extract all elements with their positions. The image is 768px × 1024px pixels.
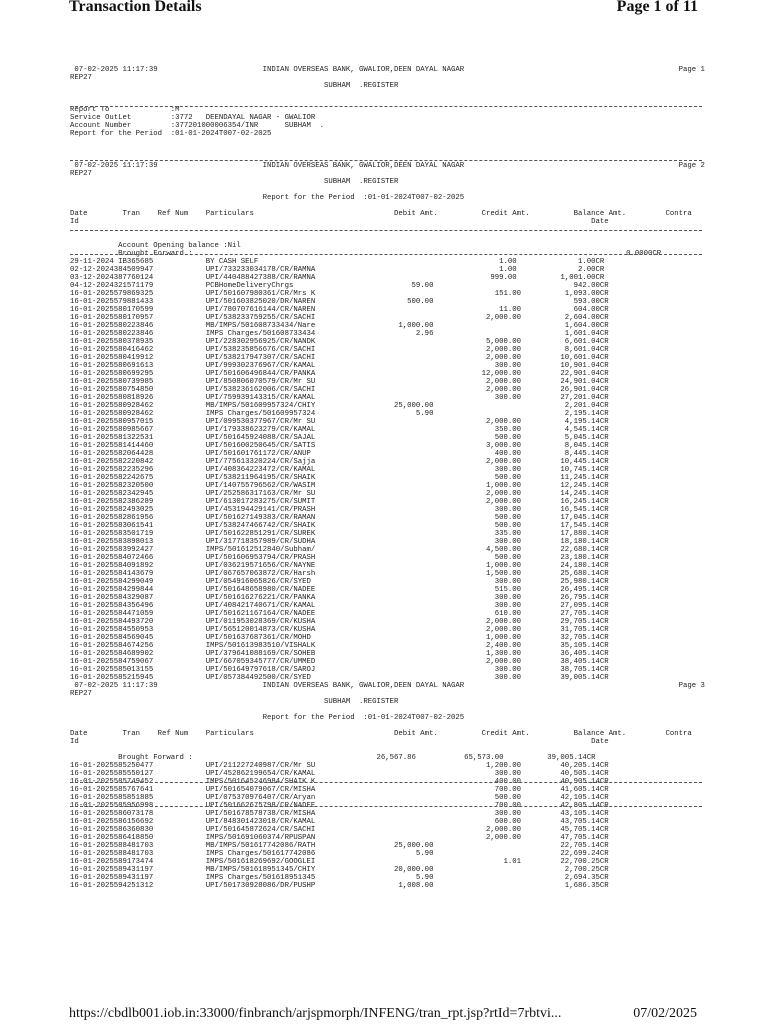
footer-url[interactable]: https://cbdlb001.iob.in:33000/finbranch/arjspmorph/INFENG/tran_rpt.jsp?rtId=7rbtvi...	[69, 1006, 562, 1021]
report-line: 16-01-2025594251312 UPI/501730928086/DR/PUSHP 1,008.00 1,686.35CR	[70, 882, 609, 890]
report-line: 16-01-2025580170957 UPI/538233759255/CR/SACHI 2,000.00 2,604.00CR	[70, 314, 609, 322]
report-line: 16-01-2025584072466 UPI/501606953794/CR/PRASH 500.00 23,180.14CR	[70, 554, 609, 562]
report-line: 16-01-2025582320500 UPI/140755796562/CR/WASIM 1,000.00 12,245.14CR	[70, 482, 609, 490]
report-line: 16-01-2025580985667 UPI/179338623279/CR/KAMAL 350.00 4,545.14CR	[70, 426, 609, 434]
report-line: 16-01-2025585956998 UPI/501662675798/CR/NADEE 700.00 42,805.14CR	[70, 802, 609, 810]
report-line: Account Opening balance :Nil	[70, 242, 241, 250]
report-line: 16-01-2025580170599 UPI/780707616144/CR/NAREN 11.00 604.00CR	[70, 306, 609, 314]
dashed-rule	[70, 230, 702, 231]
report-line: 16-01-2025582064428 UPI/501601761172/CR/ANUP 400.00 8,445.14CR	[70, 450, 609, 458]
report-line: 16-01-2025588481703 IMPS Charges/501617742086 5.90 22,699.24CR	[70, 850, 609, 858]
report-line: 07-02-2025 11:17:39 INDIAN OVERSEAS BANK, GWALIOR,DEEN DAYAL NAGAR Page 3	[70, 682, 705, 690]
report-line: 16-01-2025582342945 UPI/252586317163/CR/Mr SU 2,000.00 14,245.14CR	[70, 490, 609, 498]
report-line: 16-01-2025584471059 UPI/501621167164/CR/NADEE 610.00 27,705.14CR	[70, 610, 609, 618]
report-line: 03-12-2024387760124 UPI/440488427388/CR/RAMNA 999.00 1,001.00CR	[70, 274, 605, 282]
report-line: 16-01-2025589431197 IMPS Charges/501618951345 5.90 2,694.35CR	[70, 874, 609, 882]
report-line: Report for the Period :01-01-2024T007-02-2025	[70, 130, 272, 138]
report-line: 16-01-2025579881433 UPI/501603825020/DR/NAREN 500.00 593.00CR	[70, 298, 609, 306]
report-line: 16-01-2025579869325 UPI/501607980361/CR/Mrs K 151.00 1,093.00CR	[70, 290, 609, 298]
report-line: 16-01-2025582220842 UPI/775613320224/CR/Sajja 2,000.00 10,445.14CR	[70, 458, 609, 466]
report-line: 16-01-2025584759067 UPI/667059345777/CR/UMMED 2,000.00 38,405.14CR	[70, 658, 609, 666]
report-line: 16-01-2025583898013 UPI/317718357989/CR/SUDHA 300.00 18,180.14CR	[70, 538, 609, 546]
report-line: 16-01-2025584689902 UPI/379641088169/CR/SOHEB 1,300.00 36,405.14CR	[70, 650, 609, 658]
report-line: REP27	[70, 170, 92, 178]
report-line: REP27	[70, 74, 92, 82]
report-line: 16-01-2025580818926 UPI/759939143315/CR/KAMAL 300.00 27,201.04CR	[70, 394, 609, 402]
report-line: 29-11-2024 IB365685 BY CASH SELF 1.00 1.00CR	[70, 258, 605, 266]
report-line: Service OutLet :3772 DEENDAYAL NAGAR - GWALIOR	[70, 114, 316, 122]
report-line: 16-01-2025582386289 UPI/613017283275/CR/SUMIT 2,000.00 16,245.14CR	[70, 498, 609, 506]
report-line: 04-12-2024321571179 PCBHomeDeliveryChrgs 59.00 942.00CR	[70, 282, 609, 290]
dashed-rule	[70, 106, 702, 107]
report-line: 16-01-2025580691613 UPI/999302376967/CR/KAMAL 300.00 10,901.04CR	[70, 362, 609, 370]
report-line: Brought Forward : 26,567.86 65,573.00 39,005.14CR	[70, 754, 596, 762]
report-line: 16-01-2025581322531 UPI/501645924088/CR/SAJAL 500.00 5,045.14CR	[70, 434, 609, 442]
report-line: 16-01-2025584329087 UPI/501616276221/CR/PANKA 300.00 26,795.14CR	[70, 594, 609, 602]
report-line: 16-01-2025589173474 IMPS/501618269692/GOOGLEI 1.01 22,700.25CR	[70, 858, 609, 866]
report-line: Account Number :377201000006354/INR SUBHAM .	[70, 122, 324, 130]
report-line: 16-01-2025584674256 IMPS/501613983510/VISHALK 2,400.00 35,105.14CR	[70, 642, 609, 650]
report-line: SUBHAM .REGISTER	[70, 698, 399, 706]
report-line: 16-01-2025585767641 UPI/501654079067/CR/MISHA 700.00 41,605.14CR	[70, 786, 609, 794]
report-line: 16-01-2025580928462 MB/IMPS/501609957324/CHIY 25,000.00 2,201.04CR	[70, 402, 609, 410]
report-line: 07-02-2025 11:17:39 INDIAN OVERSEAS BANK, GWALIOR,DEEN DAYAL NAGAR Page 1	[70, 66, 705, 74]
report-line: 16-01-2025584356496 UPI/408421740671/CR/KAMAL 300.00 27,095.14CR	[70, 602, 609, 610]
report-line: 16-01-2025580928462 IMPS Charges/501609957324 5.90 2,195.14CR	[70, 410, 609, 418]
report-line: 16-01-2025589431197 MB/IMPS/501618951345/CHIY 20,000.00 2,700.25CR	[70, 866, 609, 874]
report-line: 16-01-2025580699295 UPI/501606496844/CR/PANKA 12,000.00 22,901.04CR	[70, 370, 609, 378]
report-line: 16-01-2025584091892 UPI/036219571656/CR/NAYNE 1,000.00 24,180.14CR	[70, 562, 609, 570]
report-line: SUBHAM .REGISTER	[70, 82, 399, 90]
page-indicator: Page 1 of 11	[616, 0, 698, 15]
report-line: Report for the Period :01-01-2024T007-02-2025	[70, 714, 465, 722]
report-line: Report To :M	[70, 106, 180, 114]
report-line: 02-12-2024384509947 UPI/733233034178/CR/RAMNA 1.00 2.00CR	[70, 266, 605, 274]
report-line: 16-01-2025585013155 UPI/501649797618/CR/SAROJ 300.00 38,705.14CR	[70, 666, 609, 674]
report-line: 16-01-2025586073178 UPI/501678578738/CR/MISHA 300.00 43,105.14CR	[70, 810, 609, 818]
report-line: 16-01-2025580223846 MB/IMPS/501608733434/Nare 1,000.00 1,604.00CR	[70, 322, 609, 330]
dashed-rule	[70, 806, 702, 807]
report-line: 16-01-2025584569045 UPI/501637687361/CR/MOHD 1,000.00 32,705.14CR	[70, 634, 609, 642]
report-line: 16-01-2025580419912 UPI/538217947307/CR/SACHI 2,000.00 10,601.04CR	[70, 354, 609, 362]
report-line: 16-01-2025583061541 UPI/538247466742/CR/SHAIK 500.00 17,545.14CR	[70, 522, 609, 530]
report-line: 16-01-2025582861956 UPI/501627149383/CR/RAMAN 500.00 17,045.14CR	[70, 514, 609, 522]
report-line: Brought Forward : 0.0000CR	[70, 250, 662, 258]
report-line: 16-01-2025583992427 IMPS/501612512840/Subham/ 4,500.00 22,680.14CR	[70, 546, 609, 554]
report-line: 16-01-2025583501719 UPI/501622851291/CR/SUREK 335.00 17,880.14CR	[70, 530, 609, 538]
footer-date: 07/02/2025	[633, 1006, 697, 1021]
dashed-rule	[70, 782, 702, 783]
report-line: 16-01-2025580378935 UPI/228302956925/CR/NANDK 5,000.00 6,601.04CR	[70, 338, 609, 346]
report-line: Id Date	[70, 218, 609, 226]
report-line: Report for the Period :01-01-2024T007-02-2025	[70, 194, 465, 202]
report-line: 07-02-2025 11:17:39 INDIAN OVERSEAS BANK, GWALIOR,DEEN DAYAL NAGAR Page 2	[70, 162, 705, 170]
report-line: 16-01-2025585550127 UPI/452862199654/CR/KAMAL 300.00 40,505.14CR	[70, 770, 609, 778]
report-line: 16-01-2025580754850 UPI/538236162006/CR/SACHI 2,000.00 26,901.04CR	[70, 386, 609, 394]
report-line: 16-01-2025581414460 UPI/501600250645/CR/SATIS 3,000.00 8,045.14CR	[70, 442, 609, 450]
report-line: 16-01-2025580957015 UPI/099530377967/CR/Mr SU 2,000.00 4,195.14CR	[70, 418, 609, 426]
report-line: SUBHAM .REGISTER	[70, 178, 399, 186]
report-line: 16-01-2025584299049 UPI/054916065826/CR/SYED 300.00 25,980.14CR	[70, 578, 609, 586]
report-line: 16-01-2025582242675 UPI/538211964195/CR/SHAIK 500.00 11,245.14CR	[70, 474, 609, 482]
report-line: 16-01-2025586360830 UPI/501645872624/CR/SACHI 2,000.00 45,705.14CR	[70, 826, 609, 834]
report-line: 16-01-2025582493025 UPI/453194429141/CR/PRASH 300.00 16,545.14CR	[70, 506, 609, 514]
report-line: 16-01-2025585749452 IMPS/501645246984/SHAIK K 400.00 40,905.14CR	[70, 778, 609, 786]
report-line: 16-01-2025584550953 UPI/565120014873/CR/KUSHA 2,000.00 31,705.14CR	[70, 626, 609, 634]
report-line: 16-01-2025584299844 UPI/501648658980/CR/NADEE 515.00 26,495.14CR	[70, 586, 609, 594]
report-line: 16-01-2025585250477 UPI/211227240987/CR/Mr SU 1,200.00 40,205.14CR	[70, 762, 609, 770]
dashed-rule	[70, 160, 702, 161]
report-line: 16-01-2025584143679 UPI/067657063872/CR/Harsh 1,500.00 25,680.14CR	[70, 570, 609, 578]
report-line: 16-01-2025584493720 UPI/011953028369/CR/KUSHA 2,000.00 29,705.14CR	[70, 618, 609, 626]
report-line: REP27	[70, 690, 92, 698]
dashed-rule	[70, 254, 702, 255]
report-line: 16-01-2025588481703 MB/IMPS/501617742086/RATH 25,000.00 22,705.14CR	[70, 842, 609, 850]
report-line: Date Tran Ref Num Particulars Debit Amt. Credit Amt. Balance Amt. Contra	[70, 730, 692, 738]
report-line: 16-01-2025585851885 UPI/075370976407/CR/Aryan 500.00 42,105.14CR	[70, 794, 609, 802]
report-line: 16-01-2025585215945 UPI/057384492500/CR/SYED 300.00 39,005.14CR	[70, 674, 609, 682]
report-line: Id Date	[70, 738, 609, 746]
report-line: 16-01-2025586156692 UPI/848301423018/CR/KAMAL 600.00 43,705.14CR	[70, 818, 609, 826]
report-line: 16-01-2025580223846 IMPS Charges/501608733434 2.96 1,601.04CR	[70, 330, 609, 338]
report-line: 16-01-2025580739985 UPI/850806070579/CR/Mr SU 2,000.00 24,901.04CR	[70, 378, 609, 386]
report-line: 16-01-2025582235296 UPI/408364223472/CR/KAMAL 300.00 10,745.14CR	[70, 466, 609, 474]
report-line: Date Tran Ref Num Particulars Debit Amt. Credit Amt. Balance Amt. Contra	[70, 210, 692, 218]
report-line: 16-01-2025580416462 UPI/538235856676/CR/SACHI 2,000.00 8,601.04CR	[70, 346, 609, 354]
page-header-title: Transaction Details	[69, 0, 202, 15]
report-line: 16-01-2025586418850 IMPS/501691060374/RPUSPAN 2,000.00 47,705.14CR	[70, 834, 609, 842]
